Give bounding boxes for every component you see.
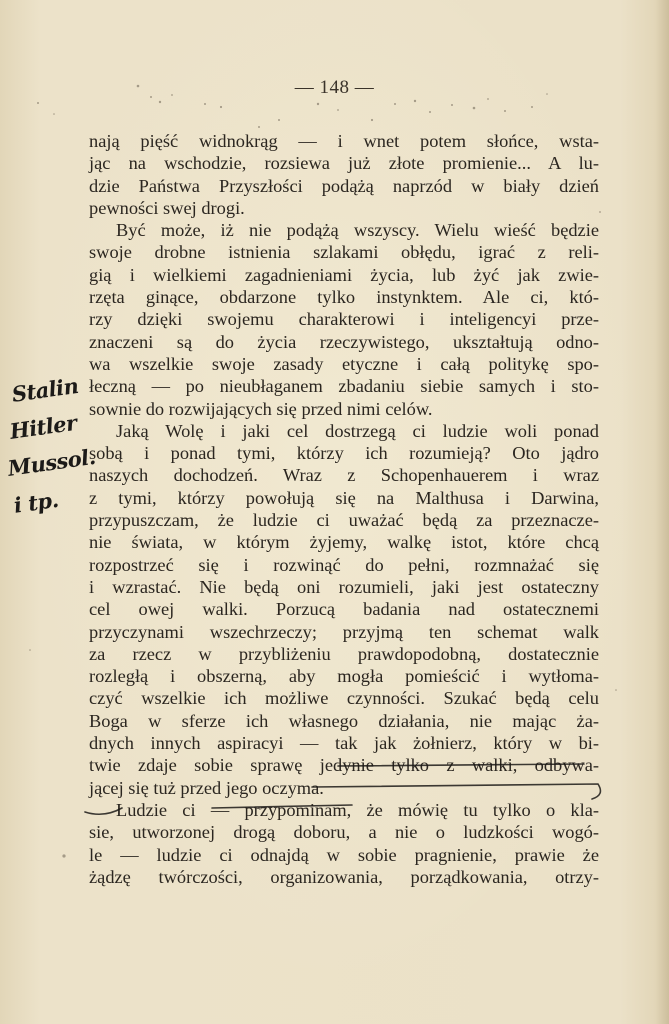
text-line: łeczną — po nieubłaganem zbadaniu siebie samych i sto-	[89, 376, 599, 397]
text-line: naszych dochodzeń. Wraz z Schopenhauerem i wraz	[89, 465, 599, 486]
text-line: przyczynami wszechrzeczy; przyjmą ten schemat walk	[89, 621, 599, 642]
text-line: Ludzie ci — przypominam, że mówię tu tylko o kla-	[116, 799, 599, 820]
margin-note-etc: i tp.	[12, 486, 60, 518]
text-line: swoje drobne istnienia szlakami obłędu, igrać z reli-	[89, 242, 599, 263]
handwritten-margin-notes	[6, 372, 100, 524]
text-line: Jaką Wolę i jaki cel dostrzegą ci ludzie woli ponad	[116, 420, 599, 441]
text-line: sobą i ponad tymi, którzy ich rozumieją? Oto jądro	[89, 443, 599, 464]
margin-note-mussolini: Mussol.	[6, 443, 97, 481]
text-line: jącej się tuż przed jego oczyma.	[89, 777, 324, 798]
text-line: rozległą i obszerną, aby mogła pomieścić i wytłoma-	[89, 666, 599, 687]
text-line: rzy dzięki swojemu charakterowi i inteligencyi prze-	[89, 309, 599, 330]
page-spine-shadow	[655, 0, 669, 1024]
text-line: Być może, iż nie podążą wszyscy. Wielu wieść będzie	[116, 220, 599, 241]
body-text	[89, 130, 599, 888]
text-line: sownie do rozwijających się przed nimi celów.	[89, 398, 433, 419]
text-line: dzie Państwa Przyszłości podążą naprzód w biały dzień	[89, 175, 599, 196]
text-line: pewności swej drogi.	[89, 197, 245, 218]
text-line: przypuszczam, że ludzie ci uważać będą za przeznacze-	[89, 510, 599, 531]
text-line: jąc na wschodzie, rozsiewa już złote promienie... A lu-	[89, 153, 599, 174]
text-line: gią i wielkiemi zagadnieniami życia, lub żyć jak zwie-	[89, 264, 599, 285]
text-line: nają pięść widnokrąg — i wnet potem słońce, wsta-	[89, 131, 599, 151]
text-line: rozpostrzeć się i rozwinąć do pełni, rozmnażać się	[89, 554, 599, 575]
text-line: le — ludzie ci odnajdą w sobie pragnienie, prawie że	[89, 844, 599, 865]
text-line: żądzę twórczości, organizowania, porządkowania, otrzy-	[89, 866, 599, 887]
text-line: za rzecz w przybliżeniu prawdopodobną, dostatecznie	[89, 643, 599, 664]
text-line: i wzrastać. Nie będą oni rozumieli, jaki jest ostateczny	[89, 576, 599, 597]
text-line: dnych innych aspiracyi — tak jak żołnierz, który w bi-	[89, 733, 599, 754]
text-line: rzęta ginące, obdarzone tylko instynktem. Ale ci, któ-	[89, 287, 599, 308]
text-line: z tymi, którzy powołują się na Malthusa i Darwina,	[89, 487, 599, 508]
text-line: cel owej walki. Porzucą badania nad ostatecznemi	[89, 599, 599, 620]
margin-note-stalin: Stalin	[10, 372, 80, 407]
text-line: Boga w sferze ich własnego działania, nie mając ża-	[89, 710, 599, 731]
text-line: znaczeni są do życia rzeczywistego, ukształtują odno-	[89, 331, 599, 352]
text-line: nie świata, w którym żyjemy, walkę istot, które chcą	[89, 532, 599, 553]
text-line: czyć wszelkie ich możliwe czynności. Szukać będą celu	[89, 688, 599, 709]
page-number: — 148 —	[294, 77, 375, 98]
margin-note-hitler: Hitler	[8, 409, 79, 444]
text-line: sie, utworzonej drogą doboru, a nie o ludzkości wogó-	[89, 822, 599, 843]
text-line: twie zdaje sobie sprawę jedynie tylko z walki, odbywa-	[89, 755, 599, 776]
text-line: wa wszelkie swoje zasady etyczne i całą politykę spo-	[89, 353, 599, 374]
